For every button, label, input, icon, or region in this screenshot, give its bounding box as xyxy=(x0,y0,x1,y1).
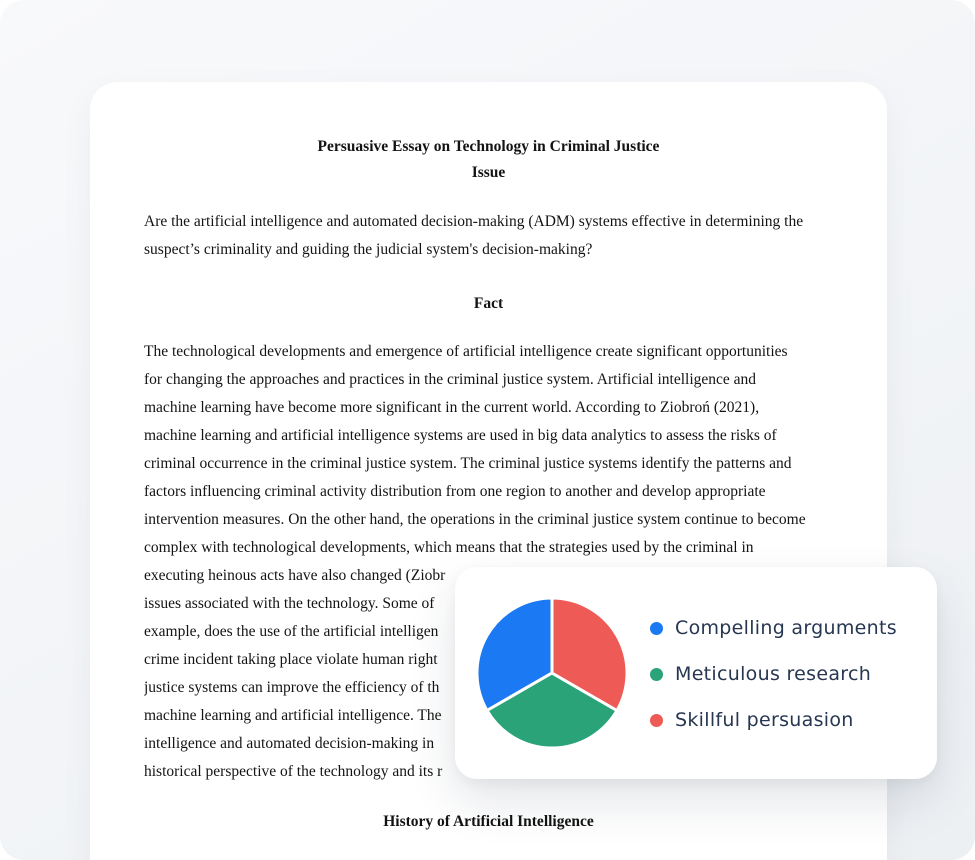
essay-line: machine learning and artificial intelligence systems are used in big data analytics to assess the risks of xyxy=(144,427,777,444)
essay-line: justice systems can improve the efficiency of th xyxy=(144,679,440,696)
history-heading: History of Artificial Intelligence xyxy=(383,813,594,830)
legend-item-compelling-arguments xyxy=(650,605,897,651)
essay-line: intervention measures. On the other hand, the operations in the criminal justice system continue to become xyxy=(144,511,806,528)
legend-item-skillful-persuasion xyxy=(650,697,897,743)
essay-line: historical perspective of the technology and its r xyxy=(144,763,443,780)
essay-line: intelligence and automated decision-making in xyxy=(144,735,435,752)
essay-line: The technological developments and emergence of artificial intelligence create significant opportunities xyxy=(144,343,788,360)
essay-line: machine learning have become more significant in the current world. According to Ziobroń (2021), xyxy=(144,399,760,416)
legend-label: Compelling arguments xyxy=(675,617,897,639)
legend-label: Meticulous research xyxy=(675,663,872,685)
essay-line: complex with technological developments, which means that the strategies used by the criminal in xyxy=(144,539,754,556)
legend-dot-red-icon xyxy=(650,714,663,727)
essay-line: executing heinous acts have also changed (Ziobr xyxy=(144,567,446,584)
fact-heading: Fact xyxy=(473,295,504,312)
pie-chart xyxy=(473,594,631,752)
essay-line: suspect’s criminality and guiding the judicial system's decision-making? xyxy=(144,241,593,258)
legend-dot-blue-icon xyxy=(650,622,663,635)
essay-line: for changing the approaches and practices in the criminal justice system. Artificial intelligence and xyxy=(144,371,757,388)
rating-widget-card xyxy=(455,567,937,779)
issue-heading: Issue xyxy=(471,164,506,181)
document-title: Persuasive Essay on Technology in Criminal Justice xyxy=(317,138,660,155)
essay-line: example, does the use of the artificial intelligen xyxy=(144,623,439,640)
essay-line: crime incident taking place violate human right xyxy=(144,651,438,668)
legend-item-meticulous-research xyxy=(650,651,897,697)
legend-dot-green-icon xyxy=(650,668,663,681)
essay-line: issues associated with the technology. Some of xyxy=(144,595,435,612)
pie-legend xyxy=(650,605,897,743)
essay-line: factors influencing criminal activity distribution from one region to another and develop appropriate xyxy=(144,483,766,500)
essay-line: criminal occurrence in the criminal justice system. The criminal justice systems identify the patterns and xyxy=(144,455,792,472)
legend-label: Skillful persuasion xyxy=(675,709,854,731)
essay-line: machine learning and artificial intelligence. The xyxy=(144,707,442,724)
essay-line: Are the artificial intelligence and automated decision-making (ADM) systems effective in determining the xyxy=(144,213,804,230)
